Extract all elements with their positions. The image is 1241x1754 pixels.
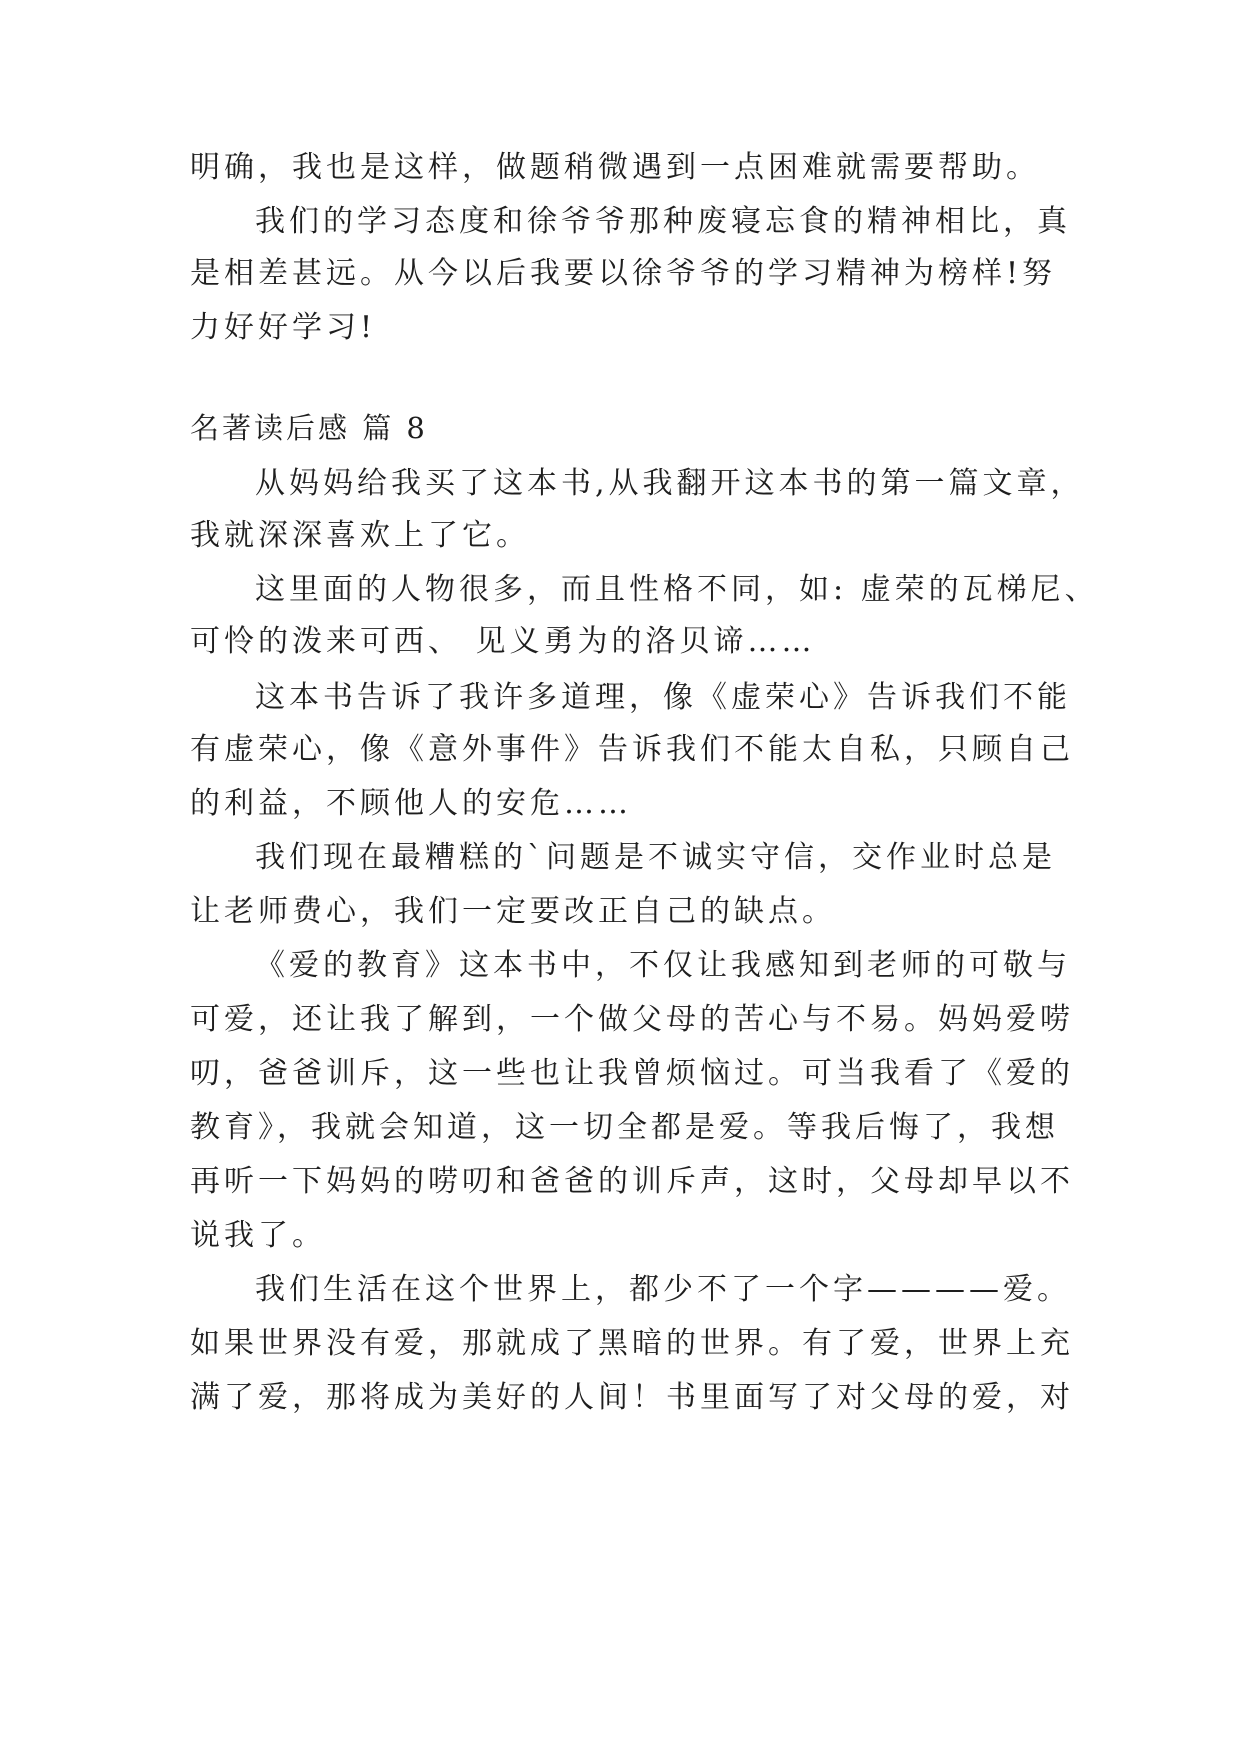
text-line: 叨，爸爸训斥，这一些也让我曾烦恼过。可当我看了《爱的 [190,1056,1074,1091]
paragraph-start: 我们的学习态度和徐爷爷那种废寝忘食的精神相比，真 [255,204,1071,239]
text-line: 我就深深喜欢上了它。 [190,518,530,553]
paragraph-start: 这里面的人物很多，而且性格不同，如: 虚荣的瓦梯尼、 [255,572,1099,607]
text-line: 满了爱，那将成为美好的人间！书里面写了对父母的爱，对 [190,1380,1074,1415]
text-line: 如果世界没有爱，那就成了黑暗的世界。有了爱，世界上充 [190,1326,1074,1361]
text-line: 有虚荣心，像《意外事件》告诉我们不能太自私，只顾自己 [190,732,1074,767]
paragraph-start: 这本书告诉了我许多道理，像《虚荣心》告诉我们不能 [255,680,1071,715]
paragraph-start: 从妈妈给我买了这本书,从我翻开这本书的第一篇文章， [255,466,1085,501]
paragraph-start: 我们现在最糟糕的`问题是不诚实守信，交作业时总是 [255,840,1056,875]
text-line: 说我了。 [190,1218,326,1253]
text-line: 可爱，还让我了解到，一个做父母的苦心与不易。妈妈爱唠 [190,1002,1074,1037]
text-line: 明确，我也是这样，做题稍微遇到一点困难就需要帮助。 [190,150,1040,185]
text-line: 的利益，不顾他人的安危…… [190,786,632,821]
text-line: 可怜的泼来可西、 见义勇为的洛贝谛…… [190,624,816,659]
text-line: 力好好学习! [190,310,377,345]
paragraph-start: 我们生活在这个世界上，都少不了一个字————爱。 [255,1272,1071,1307]
text-line: 教育》，我就会知道，这一切全都是爱。等我后悔了，我想 [190,1110,1059,1145]
text-line: 是相差甚远。从今以后我要以徐爷爷的学习精神为榜样!努 [190,256,1057,291]
section-heading: 名著读后感 篇 8 [190,411,428,445]
text-line: 再听一下妈妈的唠叨和爸爸的训斥声，这时，父母却早以不 [190,1164,1074,1199]
text-line: 让老师费心，我们一定要改正自己的缺点。 [190,894,836,929]
paragraph-start: 《爱的教育》这本书中，不仅让我感知到老师的可敬与 [255,948,1071,983]
